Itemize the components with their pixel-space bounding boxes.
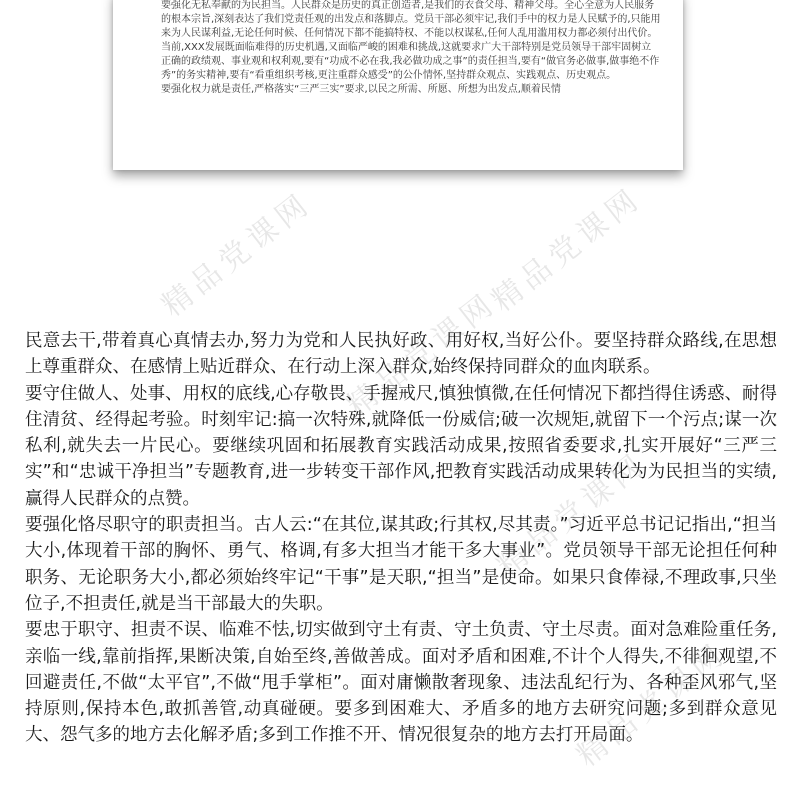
- preview-paragraph: 当前,XXX发展既面临难得的历史机遇,又面临严峻的困难和挑战,这就要求广大干部特别是党员领导干部牢固树立正确的政绩观、事业观和权利观,要有“功成不必在我,我必做功成之事”的责任担当,要有“做官务必做事,做事绝不作秀”的务实精神,要有“看重组织考核,更注重群众感受”的公仆情怀,坚持群众观点、实践观点、历史观点。: [161, 42, 660, 81]
- body-paragraph: 要守住做人、处事、用权的底线,心存敬畏、手握戒尺,慎独慎微,在任何情况下都挡得住诱惑、耐得住清贫、经得起考验。时刻牢记:搞一次特殊,就降低一份威信;破一次规矩,就留下一个污点;谋一次私利,就失去一片民心。要继续巩固和拓展教育实践活动成果,按照省委要求,扎实开展好“三严三实”和“忠诚干净担当”专题教育,进一步转变干部作风,把教育实践活动成果转化为为民担当的实绩,赢得人民群众的点赞。: [25, 383, 777, 509]
- watermark: 精品党课网: [570, 635, 734, 774]
- body-paragraph: 要忠于职守、担责不误、临难不怯,切实做到守土有责、守土负责、守土尽责。面对急难险重任务,亲临一线,靠前指挥,果断决策,自始至终,善做善成。面对矛盾和困难,不计个人得失,不徘徊观望,不回避责任,不做“太平官”,不做“甩手掌柜”。面对庸懒散奢现象、违法乱纪行为、各种歪风邪气,坚持原则,保持本色,敢抓善管,动真碰硬。要多到困难大、矛盾多的地方去研究问题;多到群众意见大、怨气多的地方去化解矛盾;多到工作推不开、情况很复杂的地方去打开局面。: [25, 620, 777, 746]
- preview-text-block: [161, 0, 661, 97]
- watermark: 精品党课网: [155, 185, 319, 324]
- watermark: 精品党课网: [340, 285, 504, 424]
- document-preview-card: [113, 0, 683, 170]
- preview-paragraph: 要强化权力就是责任,严格落实“三严三实”要求,以民之所需、所愿、所想为出发点,顺着民情: [161, 84, 561, 95]
- watermark: 精品党课网: [485, 180, 649, 319]
- main-body-text: [25, 328, 777, 749]
- body-paragraph: 要强化恪尽职守的职责担当。古人云:“在其位,谋其政;行其权,尽其责。”习近平总书记记指出,“担当大小,体现着干部的胸怀、勇气、格调,有多大担当才能干多大事业”。党员领导干部无论担任何种职务、无论职务大小,都必须始终牢记“干事”是天职,“担当”是使命。如果只食俸禄,不理政事,只坐位子,不担责任,就是当干部最大的失职。: [25, 515, 777, 614]
- preview-paragraph: 要强化无私奉献的为民担当。人民群众是历史的真正创造者,是我们的衣食父母、精神父母。全心全意为人民服务的根本宗旨,深刻表达了我们党责任观的出发点和落脚点。党员干部必须牢记,我们手中的权力是人民赋予的,只能用来为人民谋利益,无论任何时候、任何情况下都不能搞特权、不能以权谋私,任何人乱用滥用权力都必须付出代价。: [161, 0, 661, 39]
- watermark: 精品党课网: [490, 445, 654, 584]
- body-paragraph: 民意去干,带着真心真情去办,努力为党和人民执好政、用好权,当好公仆。要坚持群众路线,在思想上尊重群众、在感情上贴近群众、在行动上深入群众,始终保持同群众的血肉联系。: [25, 331, 777, 378]
